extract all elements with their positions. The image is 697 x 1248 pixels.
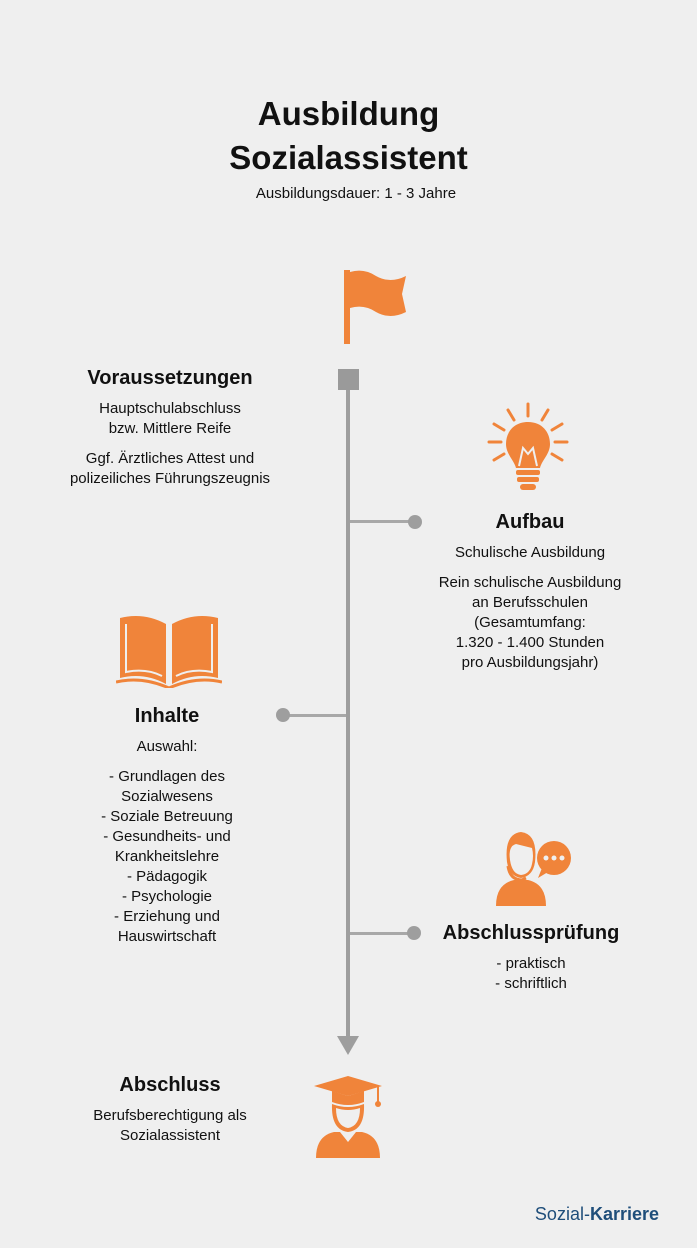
flag-icon	[340, 270, 410, 346]
branch-aufbau	[350, 520, 412, 523]
inhalte-heading: Inhalte	[134, 705, 200, 727]
abschlusspruefung-heading: Abschlussprüfung	[442, 922, 620, 944]
abschlusspruefung-line1: - praktisch	[496, 955, 566, 972]
person-speech-icon	[492, 826, 574, 908]
abschlusspruefung-line2: - schriftlich	[495, 975, 567, 992]
page-title-line2: Sozialassistent	[229, 139, 468, 176]
section-abschlusspruefung	[426, 920, 636, 994]
section-abschluss	[60, 1072, 280, 1146]
inhalte-list	[62, 767, 272, 947]
list-item: Krankheitslehre	[114, 848, 220, 865]
abschluss-line1: Berufsberechtigung als	[93, 1107, 247, 1124]
voraussetzungen-heading: Voraussetzungen	[87, 367, 253, 389]
aufbau-line4: (Gesamtumfang:	[474, 614, 586, 631]
duration-subtitle: Ausbildungsdauer: 1 - 3 Jahre	[255, 185, 457, 202]
list-item: - Grundlagen des	[109, 768, 225, 785]
brand-part2: Karriere	[589, 1204, 659, 1224]
voraussetzungen-line4: polizeiliches Führungszeugnis	[69, 470, 271, 487]
brand-part1: Sozial-	[534, 1204, 590, 1224]
aufbau-line6: pro Ausbildungsjahr)	[461, 654, 599, 671]
branch-dot-inhalte	[276, 708, 290, 722]
page-title-line1: Ausbildung	[257, 95, 440, 132]
list-item: - Pädagogik	[126, 868, 208, 885]
timeline-arrow	[337, 1036, 359, 1055]
aufbau-heading: Aufbau	[495, 511, 565, 533]
aufbau-line2: Rein schulische Ausbildung	[438, 574, 622, 591]
abschluss-line2: Sozialassistent	[119, 1127, 221, 1144]
branch-dot-abschlusspruefung	[407, 926, 421, 940]
graduate-icon	[312, 1074, 384, 1158]
book-icon	[116, 610, 222, 688]
list-item: Hauswirtschaft	[117, 928, 217, 945]
aufbau-line5: 1.320 - 1.400 Stunden	[455, 634, 605, 651]
branch-abschlusspruefung	[350, 932, 412, 935]
voraussetzungen-line2: bzw. Mittlere Reife	[108, 420, 232, 437]
inhalte-intro: Auswahl:	[136, 738, 198, 755]
voraussetzungen-line3: Ggf. Ärztliches Attest und	[85, 450, 255, 467]
section-inhalte	[62, 703, 272, 947]
list-item: - Psychologie	[121, 888, 213, 905]
lightbulb-icon	[486, 402, 570, 494]
timeline-start-marker	[338, 369, 359, 390]
list-item: - Gesundheits- und	[103, 828, 231, 845]
list-item: - Soziale Betreuung	[101, 808, 233, 825]
section-aufbau	[410, 509, 650, 673]
brand-logo	[535, 1204, 659, 1225]
branch-inhalte	[286, 714, 346, 717]
list-item: Sozialwesens	[121, 788, 213, 805]
timeline-line	[346, 390, 350, 1040]
voraussetzungen-line1: Hauptschulabschluss	[99, 400, 241, 417]
aufbau-line3: an Berufsschulen	[472, 594, 588, 611]
aufbau-line1: Schulische Ausbildung	[454, 544, 606, 561]
abschluss-heading: Abschluss	[119, 1074, 221, 1096]
list-item: - Erziehung und	[114, 908, 220, 925]
section-voraussetzungen	[60, 365, 280, 489]
